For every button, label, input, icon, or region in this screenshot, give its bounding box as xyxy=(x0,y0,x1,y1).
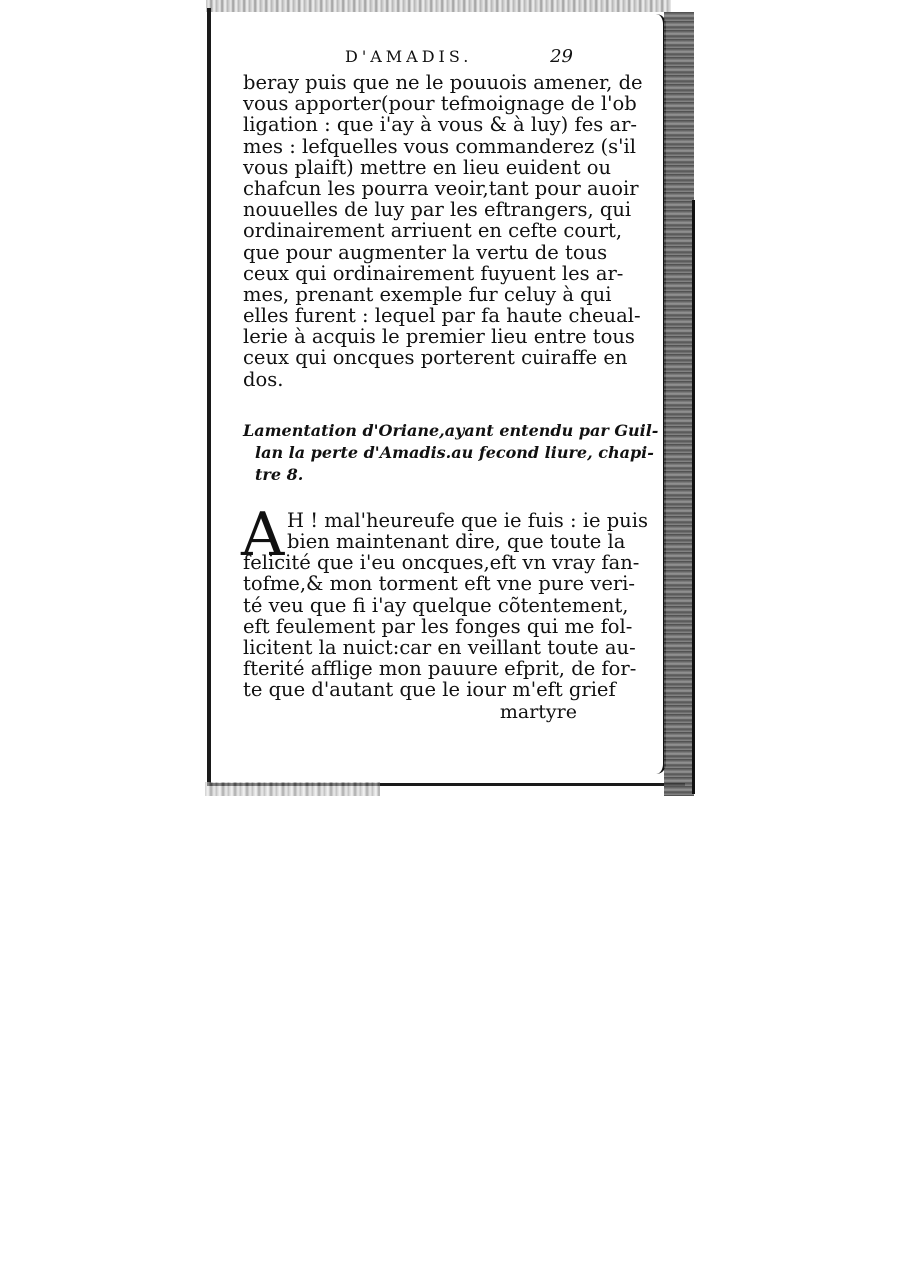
text-block xyxy=(241,42,659,723)
running-head xyxy=(243,42,581,72)
chapter-line: H ! mal'heureufe que ie fuis : ie puis xyxy=(287,508,648,532)
book-spine xyxy=(664,12,694,796)
chapter-line: fterité afflige mon pauure efprit, de for- xyxy=(243,657,637,681)
chapter-line: felicité que i'eu oncques,eft vn vray fan- xyxy=(243,551,640,575)
spine-edge-line xyxy=(692,200,695,794)
chapter-text xyxy=(241,499,648,723)
body-line: chafcun les pourra veoir,tant pour auoir xyxy=(243,176,639,200)
chapter-line: licitent la nuict:car en veillant toute au- xyxy=(243,635,636,659)
body-line: ligation : que i'ay à vous & à luy) fes ar- xyxy=(243,113,637,137)
body-line: nouuelles de luy par les eftrangers, qui xyxy=(243,198,632,222)
body-line: elles furent : lequel par fa haute cheual- xyxy=(243,304,641,328)
chapter-line: tofme,& mon torment eft vne pure veri- xyxy=(243,572,635,596)
catchword: martyre xyxy=(499,700,577,723)
body-line: que pour augmenter la vertu de tous xyxy=(243,240,608,264)
body-line: vous plaift) mettre en lieu euident ou xyxy=(243,155,612,179)
chapter-line: eft feulement par les fonges qui me fol- xyxy=(243,614,633,638)
body-line: lerie à acquis le premier lieu entre tous xyxy=(243,325,635,349)
body-line: ordinairement arriuent en cefte court, xyxy=(243,219,623,243)
body-line: dos. xyxy=(243,367,284,391)
heading-line: lan la perte d'Amadis.au fecond liure, chapi- xyxy=(255,442,654,462)
body-line: ceux qui oncques porterent cuiraffe en xyxy=(243,346,628,370)
body-line: vous apporter(pour tefmoignage de l'ob xyxy=(243,92,637,116)
body-line: mes, prenant exemple fur celuy à qui xyxy=(243,282,612,306)
chapter-line: té veu que fi i'ay quelque cõtentement, xyxy=(243,593,629,617)
chapter-heading xyxy=(243,420,659,486)
heading-line: Lamentation d'Oriane,ayant entendu par Guil- xyxy=(243,420,659,440)
body-paragraph xyxy=(243,71,643,391)
body-line: ceux qui ordinairement fuyuent les ar- xyxy=(243,261,624,285)
body-line: mes : lefquelles vous commanderez (s'il xyxy=(243,134,636,158)
scan-noise-bottom xyxy=(205,782,380,796)
chapter-line: te que d'autant que le iour m'eft grief xyxy=(243,678,616,702)
body-line: beray puis que ne le pouuois amener, de xyxy=(243,71,643,94)
chapter-line: bien maintenant dire, que toute la xyxy=(287,530,626,553)
page-number: 29 xyxy=(550,46,573,67)
drop-cap: A xyxy=(241,499,285,570)
heading-line: tre 8. xyxy=(255,464,304,484)
running-title: D'AMADIS. xyxy=(345,47,473,66)
